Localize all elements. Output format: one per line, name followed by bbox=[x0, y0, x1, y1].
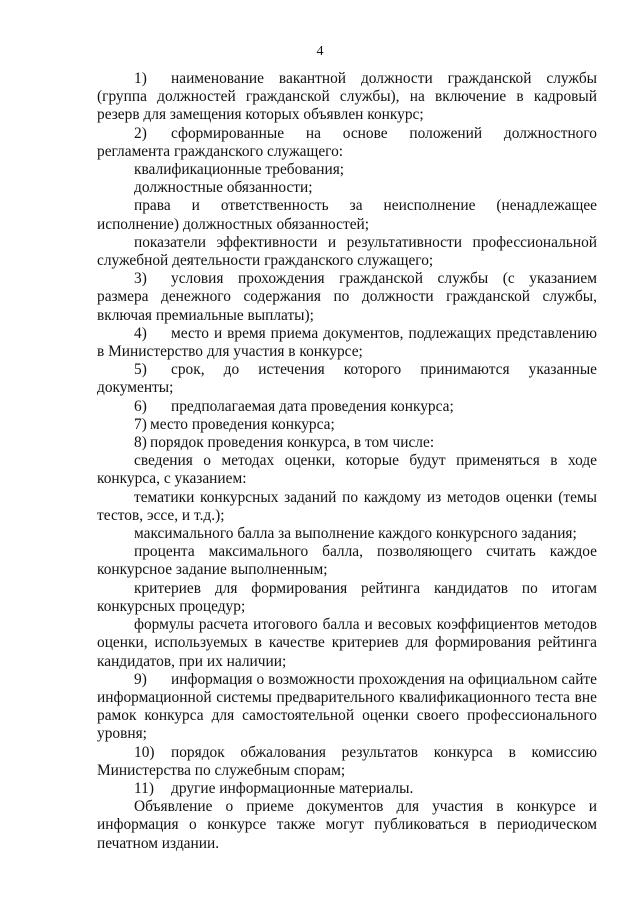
item-text: наименование вакантной должности гражданской службы (группа должностей гражданской службы), на включение в кадровый резерв для замещения которых объявлен конкурс; bbox=[97, 70, 597, 124]
item-number: 8) bbox=[134, 434, 147, 452]
list-item: тематики конкурсных заданий по каждому из методов оценки (темы тестов, эссе, и т.д.); bbox=[97, 488, 597, 524]
list-item bbox=[97, 416, 597, 434]
list-item bbox=[97, 270, 597, 325]
list-item: максимального балла за выполнение каждого конкурсного задания; bbox=[134, 525, 577, 543]
item-text: другие информационные материалы. bbox=[171, 779, 414, 797]
list-item: формулы расчета итогового балла и весовых коэффициентов методов оценки, используемых в качестве критериев для формирования рейтинга кандидатов, при их наличии; bbox=[97, 616, 597, 670]
list-item: критериев для формирования рейтинга кандидатов по итогам конкурсных процедур; bbox=[97, 579, 597, 615]
item-text: предполагаемая дата проведения конкурса; bbox=[171, 397, 454, 415]
item-number: 6) bbox=[134, 397, 147, 415]
page-number: 4 bbox=[316, 44, 324, 59]
list-item bbox=[97, 780, 597, 798]
item-number: 10) bbox=[134, 743, 155, 761]
list-item: права и ответственность за неисполнение (ненадлежащее исполнение) должностных обязанностей; bbox=[97, 197, 597, 233]
closing-paragraph: Объявление о приеме документов для участия в конкурсе и информация о конкурсе также могут публиковаться в периодическом печатном издании. bbox=[97, 798, 597, 852]
item-text: сформированные на основе положений должностного регламента гражданского служащего: bbox=[97, 124, 597, 160]
list-item: процента максимального балла, позволяющего считать каждое конкурсное задание выполненным; bbox=[97, 543, 597, 579]
list-item bbox=[97, 70, 597, 125]
list-item: сведения о методах оценки, которые будут применяться в ходе конкурса, с указанием: bbox=[97, 452, 597, 488]
list-item bbox=[97, 125, 597, 161]
item-text: порядок проведения конкурса, в том числе: bbox=[150, 434, 435, 452]
list-item bbox=[97, 398, 597, 416]
item-number: 3) bbox=[134, 270, 147, 288]
item-number: 4) bbox=[134, 324, 147, 342]
item-number: 7) bbox=[134, 415, 147, 433]
list-item: квалификационные требования; bbox=[134, 161, 345, 179]
list-item: должностные обязанности; bbox=[134, 179, 313, 197]
list-item bbox=[97, 434, 597, 452]
item-text: порядок обжалования результатов конкурса в комиссию Министерства по служебным спорам; bbox=[97, 743, 597, 779]
list-item bbox=[97, 671, 597, 744]
item-text: срок, до истечения которого принимаются указанные документы; bbox=[97, 361, 597, 397]
list-item bbox=[97, 361, 597, 397]
item-text: место проведения конкурса; bbox=[150, 415, 335, 433]
item-number: 11) bbox=[134, 779, 154, 797]
item-number: 2) bbox=[134, 124, 147, 142]
list-item bbox=[97, 744, 597, 780]
item-text: место и время приема документов, подлежащих представлению в Министерство для участия в конкурсе; bbox=[97, 324, 597, 361]
item-text: условия прохождения гражданской службы (с указанием размера денежного содержания по должности гражданской службы, включая премиальные выплаты); bbox=[97, 270, 597, 324]
item-number: 1) bbox=[134, 70, 147, 87]
item-number: 9) bbox=[134, 670, 147, 688]
list-item: показатели эффективности и результативности профессиональной служебной деятельности гражданского служащего; bbox=[97, 233, 597, 270]
item-number: 5) bbox=[134, 361, 147, 379]
document-body bbox=[97, 70, 597, 853]
list-item bbox=[97, 325, 597, 361]
item-text: информация о возможности прохождения на официальном сайте информационной системы предварительного квалификационного теста вне рамок конкурса для самостоятельной оценки своего профессионального уровня; bbox=[97, 670, 597, 743]
